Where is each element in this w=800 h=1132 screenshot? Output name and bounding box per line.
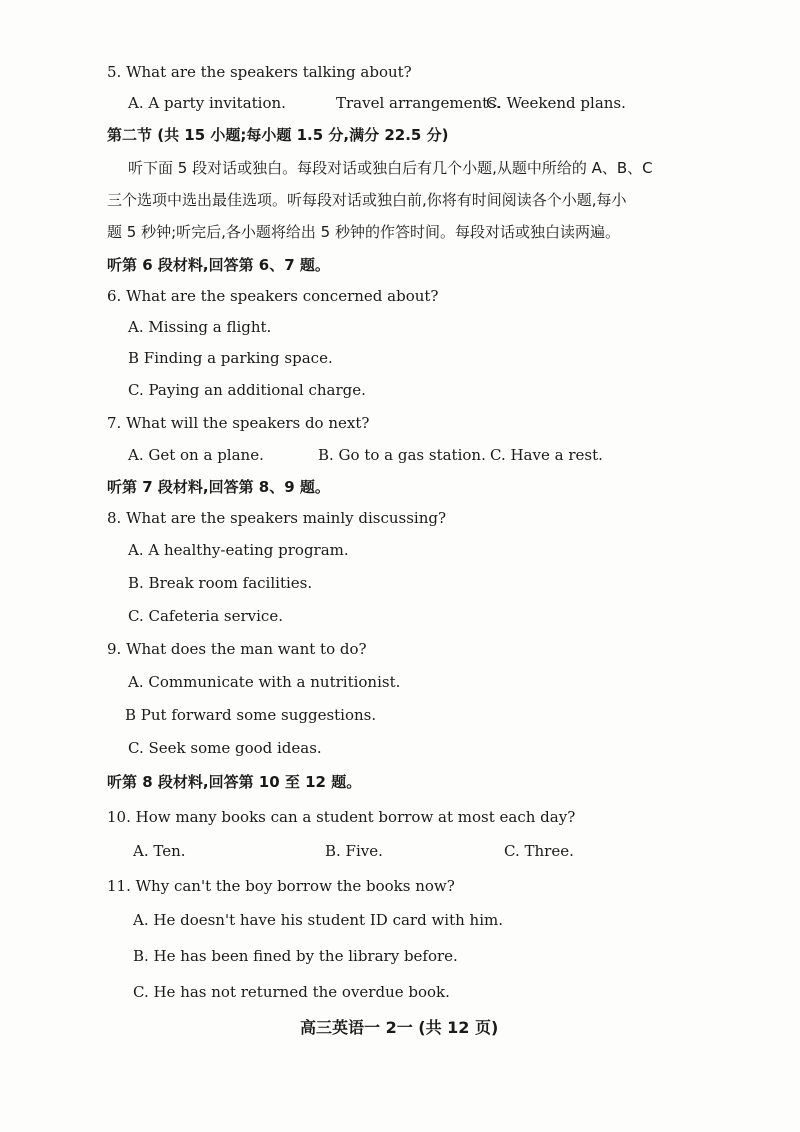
- q11-option-b: B. He has been fined by the library before.: [133, 947, 458, 965]
- q9-option-a: A. Communicate with a nutritionist.: [128, 673, 401, 691]
- q6-stem: 6. What are the speakers concerned about?: [107, 287, 439, 305]
- section-heading: 第二节 (共 15 小题;每小题 1.5 分,满分 22.5 分): [107, 126, 449, 144]
- q9-option-b: B Put forward some suggestions.: [125, 706, 377, 724]
- q8-option-b: B. Break room facilities.: [128, 574, 313, 592]
- q7-option-a: A. Get on a plane.: [128, 446, 264, 464]
- page-footer: 高三英语一 2一 (共 12 页): [300, 1018, 499, 1037]
- q6-option-c: C. Paying an additional charge.: [128, 381, 366, 399]
- q5-stem: 5. What are the speakers talking about?: [107, 63, 412, 81]
- q5-option-c: C. Weekend plans.: [486, 94, 626, 112]
- q10-stem: 10. How many books can a student borrow at most each day?: [107, 808, 576, 826]
- q5-option-b: Travel arrangements.: [336, 94, 501, 112]
- q10-option-a: A. Ten.: [133, 842, 186, 860]
- q6-option-b: B Finding a parking space.: [128, 349, 333, 367]
- q7-option-c: C. Have a rest.: [490, 446, 603, 464]
- material-6-heading: 听第 6 段材料,回答第 6、7 题。: [107, 256, 330, 274]
- section-instructions-1: 听下面 5 段对话或独白。每段对话或独白后有几个小题,从题中所给的 A、B、C: [128, 159, 653, 177]
- q7-option-b: B. Go to a gas station.: [318, 446, 486, 464]
- q10-option-b: B. Five.: [325, 842, 383, 860]
- q11-option-c: C. He has not returned the overdue book.: [133, 983, 450, 1001]
- q7-stem: 7. What will the speakers do next?: [107, 414, 370, 432]
- q8-option-c: C. Cafeteria service.: [128, 607, 283, 625]
- q9-option-c: C. Seek some good ideas.: [128, 739, 322, 757]
- section-instructions-2: 三个选项中选出最佳选项。听每段对话或独白前,你将有时间阅读各个小题,每小: [107, 191, 627, 209]
- q8-option-a: A. A healthy-eating program.: [128, 541, 349, 559]
- section-instructions-3: 题 5 秒钟;听完后,各小题将给出 5 秒钟的作答时间。每段对话或独白读两遍。: [107, 223, 620, 241]
- material-8-heading: 听第 8 段材料,回答第 10 至 12 题。: [107, 773, 362, 791]
- q10-option-c: C. Three.: [504, 842, 574, 860]
- q11-option-a: A. He doesn't have his student ID card with him.: [133, 911, 503, 929]
- q9-stem: 9. What does the man want to do?: [107, 640, 367, 658]
- q6-option-a: A. Missing a flight.: [128, 318, 272, 336]
- q8-stem: 8. What are the speakers mainly discussing?: [107, 509, 447, 527]
- q11-stem: 11. Why can't the boy borrow the books now?: [107, 877, 455, 895]
- material-7-heading: 听第 7 段材料,回答第 8、9 题。: [107, 478, 330, 496]
- q5-option-a: A. A party invitation.: [128, 94, 286, 112]
